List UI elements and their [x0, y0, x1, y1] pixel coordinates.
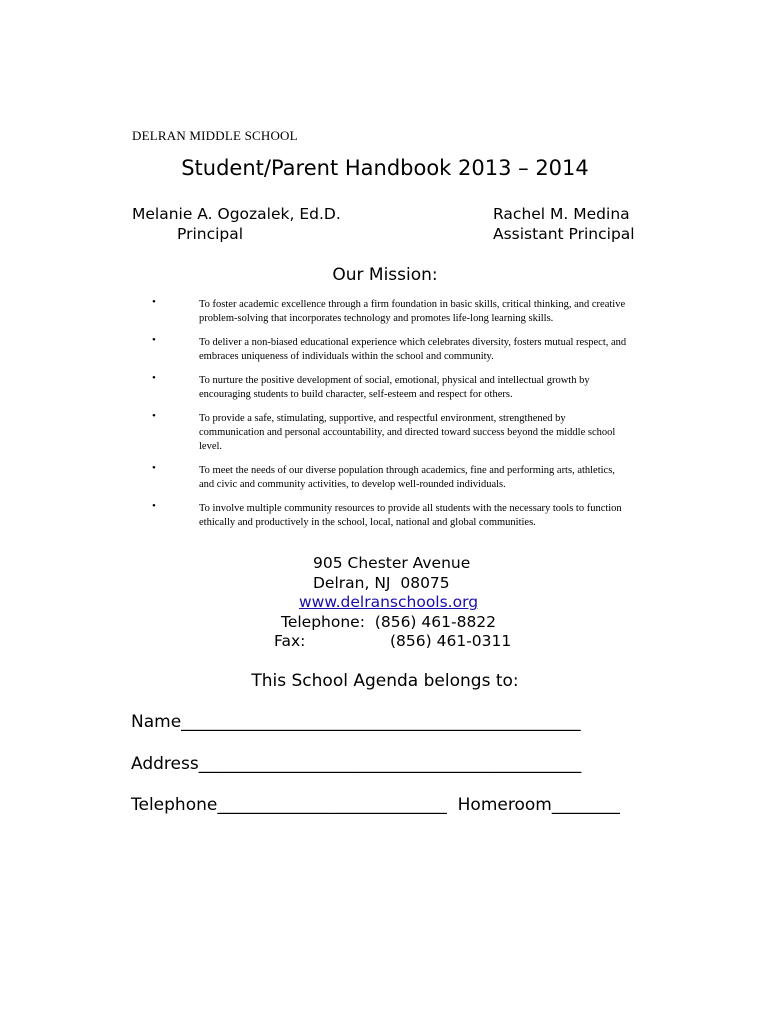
agenda-owner-heading: This School Agenda belongs to:: [251, 671, 519, 691]
mission-item: [150, 412, 630, 454]
website-link[interactable]: www.delranschools.org: [299, 593, 479, 611]
fax-line: [0, 632, 770, 652]
mission-item: [150, 374, 630, 402]
mission-item: [150, 502, 630, 530]
mission-item-text: To provide a safe, stimulating, supportive, and respectful environment, strengthened by communication and personal accountability, and directed toward success beyond the middle school level.: [199, 413, 616, 452]
assistant-principal-role: Assistant Principal: [493, 225, 635, 243]
mission-heading: Our Mission:: [332, 265, 438, 285]
bullet-icon: •: [152, 334, 156, 346]
page-title: [0, 156, 770, 180]
bullet-icon: •: [152, 296, 156, 308]
contact-block: [0, 554, 770, 652]
name-field-line: Name_______________________________________________: [131, 712, 581, 732]
mission-item-text: To deliver a non-biased educational experience which celebrates diversity, fosters mutual respect, and embraces uniqueness of individuals within the school and community.: [199, 337, 627, 362]
assistant-principal-block: [493, 204, 635, 244]
telephone-line: Telephone: (856) 461-8822: [281, 612, 497, 631]
principal-block: [132, 204, 341, 244]
handbook-title-text: Student/Parent Handbook 2013 – 2014: [181, 156, 589, 180]
principal-name: Melanie A. Ogozalek, Ed.D.: [132, 205, 341, 223]
mission-item-text: To foster academic excellence through a firm foundation in basic skills, critical thinking, and creative problem-solving that incorporates technology and promotes life-long learning skills.: [199, 299, 626, 324]
bullet-icon: •: [152, 462, 156, 474]
street-address: 905 Chester Avenue: [313, 554, 471, 572]
mission-item: [150, 298, 630, 326]
bullet-icon: •: [152, 410, 156, 422]
website-line: [0, 593, 770, 613]
mission-item-text: To nurture the positive development of social, emotional, physical and intellectual growth by encouraging students to build character, self-esteem and respect for others.: [199, 375, 590, 400]
address-field-line: Address_____________________________________________: [131, 754, 582, 774]
school-name: DELRAN MIDDLE SCHOOL: [132, 128, 298, 143]
city-state-zip: Delran, NJ 08075: [313, 573, 450, 592]
bullet-icon: •: [152, 500, 156, 512]
principal-role: Principal: [177, 225, 244, 243]
mission-item-text: To meet the needs of our diverse population through academics, fine and performing arts, athletics, and civic and community activities, to develop well-rounded individuals.: [199, 465, 615, 490]
telephone-homeroom-field-line: Telephone___________________________ Homeroom________: [131, 795, 620, 815]
mission-item-text: To involve multiple community resources to provide all students with the necessary tools to function ethically and productively in the school, local, national and global communities.: [199, 503, 622, 528]
mission-item: [150, 336, 630, 364]
bullet-icon: •: [152, 372, 156, 384]
fax-number: (856) 461-0311: [390, 632, 512, 650]
mission-item: [150, 464, 630, 492]
fax-label: Fax:: [274, 632, 306, 650]
assistant-principal-name: Rachel M. Medina: [493, 205, 630, 223]
mission-list: [150, 298, 630, 530]
